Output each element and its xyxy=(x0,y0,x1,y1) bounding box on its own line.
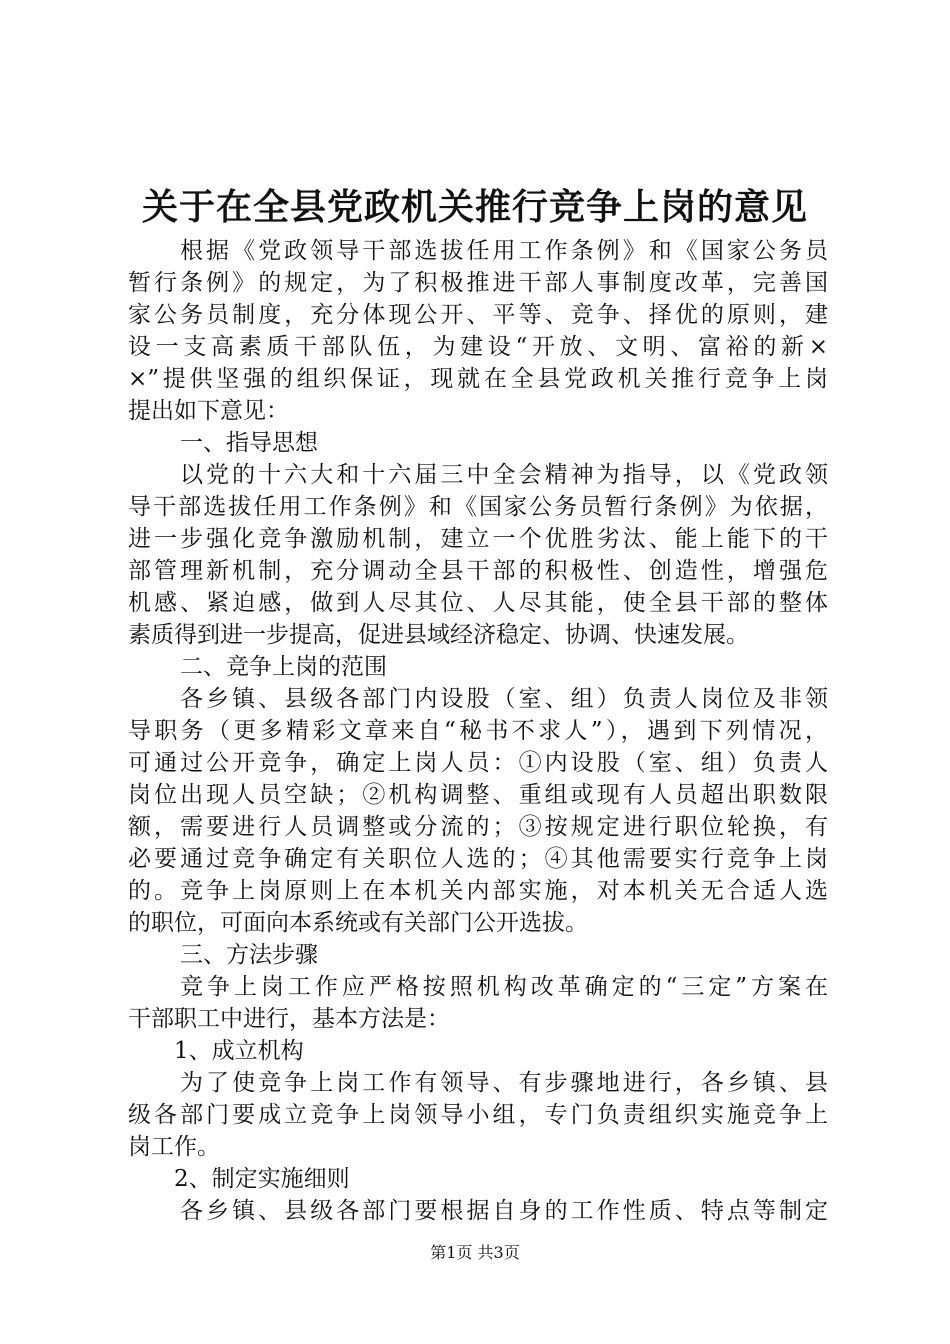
subsection-heading: 2、制定实施细则 xyxy=(174,1166,350,1192)
paragraph-line: 家公务员制度，充分体现公开、平等、竞争、择优的原则，建 xyxy=(128,302,828,328)
paragraph-line: 提出如下意见： xyxy=(128,398,289,424)
paragraph-line: 进一步强化竞争激励机制，建立一个优胜劣汰、能上能下的干 xyxy=(128,526,828,552)
document-body xyxy=(128,235,828,1227)
paragraph-line: 导职务（更多精彩文章来自“秘书不求人”），遇到下列情况， xyxy=(128,718,828,744)
paragraph-line: 可通过公开竞争，确定上岗人员：①内设股（室、组）负责人 xyxy=(128,750,828,776)
paragraph-line: 干部职工中进行，基本方法是： xyxy=(128,1006,450,1032)
paragraph-line: 必要通过竞争确定有关职位人选的；④其他需要实行竞争上岗 xyxy=(128,846,828,872)
paragraph-line: 岗工作。 xyxy=(128,1134,220,1160)
paragraph-line: 设一支高素质干部队伍，为建设“开放、文明、富裕的新× xyxy=(128,334,828,360)
paragraph-line: 为了使竞争上岗工作有领导、有步骤地进行，各乡镇、县 xyxy=(180,1070,828,1096)
section-heading: 三、方法步骤 xyxy=(180,942,318,968)
paragraph-line: 素质得到进一步提高，促进县域经济稳定、协调、快速发展。 xyxy=(128,622,749,648)
paragraph-line: 根据《党政领导干部选拔任用工作条例》和《国家公务员 xyxy=(180,238,828,264)
paragraph-line: 各乡镇、县级各部门要根据自身的工作性质、特点等制定 xyxy=(180,1198,828,1224)
paragraph-line: 额，需要进行人员调整或分流的；③按规定进行职位轮换，有 xyxy=(128,814,828,840)
paragraph-line: 的。竞争上岗原则上在本机关内部实施，对本机关无合适人选 xyxy=(128,878,828,904)
document-title: 关于在全县党政机关推行竞争上岗的意见 xyxy=(141,186,808,228)
paragraph-line: 机感、紧迫感，做到人尽其位、人尽其能，使全县干部的整体 xyxy=(128,590,828,616)
paragraph-line: 部管理新机制，充分调动全县干部的积极性、创造性，增强危 xyxy=(128,558,828,584)
section-heading: 二、竞争上岗的范围 xyxy=(180,654,387,680)
paragraph-line: 级各部门要成立竞争上岗领导小组，专门负责组织实施竞争上 xyxy=(128,1102,828,1128)
section-heading: 一、指导思想 xyxy=(180,430,318,456)
paragraph-line: 岗位出现人员空缺；②机构调整、重组或现有人员超出职数限 xyxy=(128,782,828,808)
paragraph-line: 暂行条例》的规定，为了积极推进干部人事制度改革，完善国 xyxy=(128,270,828,296)
paragraph-line: 导干部选拔任用工作条例》和《国家公务员暂行条例》为依据， xyxy=(128,494,828,520)
paragraph-line: 以党的十六大和十六届三中全会精神为指导，以《党政领 xyxy=(180,462,828,488)
paragraph-line: 的职位，可面向本系统或有关部门公开选拔。 xyxy=(128,910,588,936)
paragraph-line: 各乡镇、县级各部门内设股（室、组）负责人岗位及非领 xyxy=(180,686,828,712)
page-footer: 第1页 共3页 xyxy=(430,1243,520,1262)
paragraph-line: 竞争上岗工作应严格按照机构改革确定的“三定”方案在 xyxy=(180,974,828,1000)
paragraph-line: ×”提供坚强的组织保证，现就在全县党政机关推行竞争上岗 xyxy=(128,366,828,392)
subsection-heading: 1、成立机构 xyxy=(174,1038,304,1064)
